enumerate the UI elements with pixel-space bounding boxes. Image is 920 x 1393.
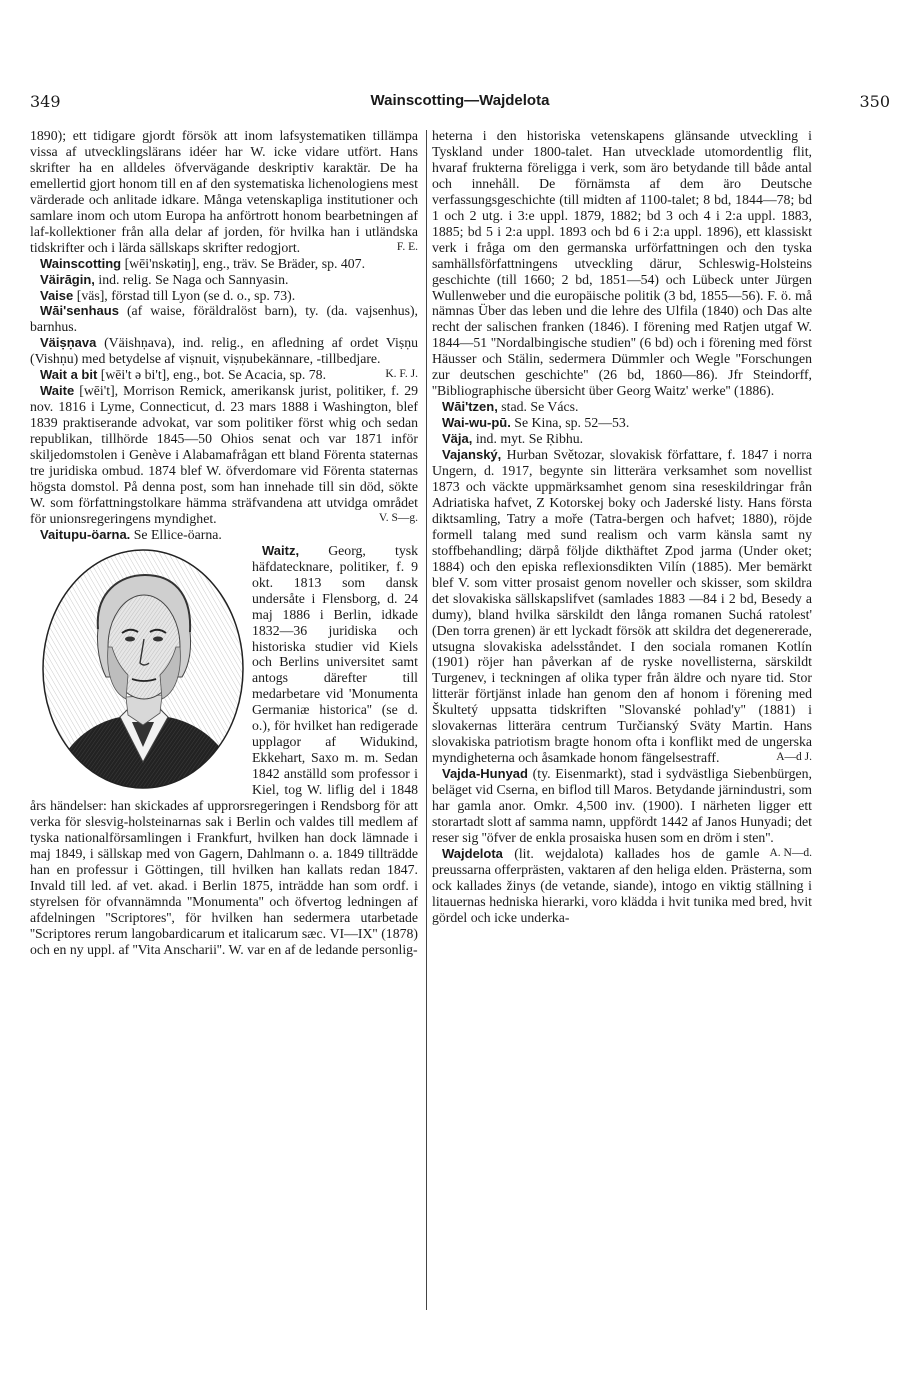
entry-vairagin: Väirāgin, ind. relig. Se Naga och Sannyasin. bbox=[40, 271, 289, 287]
headword: Vajda-Hunyad bbox=[442, 766, 528, 782]
entry-vajansky: Vajanský, Hurban Světozar, slovakisk författare, f. 1847 i norra Ungern, d. 1917, begynte sin litterära verksamhet som novellist 1873 och väckte uppmärksamhet genom sina reseskildringar från Adriatiska hafvet, Z Kotorskej boky och Jaderské listy. Hans första diktsamling, Tatry a moře (Tatra-bergen och hafvet; 1880), röjde formell talang med sund realism och varm känsla samt ny stoffbehandling; därpå följde dikthäftet Zpod jarma (Under oket; 1884) och den episka reflexionsdikten Vilín (1885). Mer bemärkt blef V. som vitter prosaist genom noveller och skisser, som skildra det slovakiska sällskapslifvet (samlades 1883 —84 i 2 bd, Besedy a dumy), bland hvilka särskildt den långa romanen Suchá ratolest' (Den torra grenen) är ett lyckadt försök att skildra det degenererade, utsugna slovakiska adelsståndet. I den sociala romanen Kotlín (1901) röjer han påverkan af de ryske novellisterna, särskildt Turgenev, i teckningen af olika typer från äldre och nyare tid. Stor litterär förtjänst inlade han genom den af honom i förening med Škultetý uppsatta tidskriften ''Slovanské pohlad'y'' (1881) i slovakernas litterära centrum Turčianský Sväty Martin. Hans slovakiska patriotism bragte honom ofta i konflikt med de ungerska myndigheterna och åsamkade honom fängelsestraff. A—d J. bbox=[432, 447, 812, 766]
entry-waitz-continued: heterna i den historiska vetenskapens glänsande utveckling i Tyskland under 1800-talet. Han utvecklade utomordentlig flit, hvaraf frukterna föreligga i verk, som äro betydande till både antal och innehåll. De förnämsta af dem äro Deutsche verfassungsgeschichte (till midten af 1100-talet; 8 bd, 1844—78; bd 1 och 2 utg. i 3:e uppl. 1879, 1882; bd 3 och 4 i 2:a uppl. 1883, 1885; bd 5 i 2:a uppl. 1893 och bd 6 i 2:a uppl. 1896), ett klassiskt verk i fråga om den germanska urförfattningen och den tyska samhällsförfattningens utveckling därur, Schleswig-Holsteins geschichte (till 1660; 2 bd, 1851—54) och Lübeck unter Jürgen Wullenweber und die europäische politik (3 bd, 1855—56). F. ö. må nämnas Über das leben und die lehre des Ulfila (1840) och Das alte recht der salischen franken (1846). I förening med Ratjen utgaf W. 1844—51 ''Nordalbingische studien'' (6 bd) och i förening med först Häusser och Stälin, sedermera Dümmler och Wegle ''Forschungen zur deutschen geschichte'' (26 bd, 1860—86). Jfr Steindorff, ''Bibliographische übersicht über Georg Waitz' werke'' (1886). bbox=[432, 128, 812, 399]
headword: Waite bbox=[40, 383, 75, 399]
entry-vaitupu: Vaitupu-öarna. Se Ellice-öarna. bbox=[40, 526, 222, 542]
entry-vajda-hunyad: Vajda-Hunyad (ty. Eisenmarkt), stad i sydvästliga Siebenbürgen, beläget vid Cserna, en biflod till Maros. Betydande järnindustri, som har gamla anor. Omkr. 4,500 inv. (1900). I närheten ligger ett storartadt slott af samma namn, uppfördt 1442 af Janos Hunyadi; det reser sig ''öfver de enkla prosaiska husen som en dröm i sten''. A. N—d. bbox=[432, 766, 812, 846]
entry-wainscotting: Wainscotting [wēi'nskətiŋ], eng., träv. Se Bräder, sp. 407. bbox=[40, 255, 366, 271]
author-signature: A—d J. bbox=[776, 751, 812, 764]
entry-continuation: 1890); ett tidigare gjordt försök att inom lafsystematiken tillämpa vissa af utvecklingslärans idéer har W. icke vidare utfört. Hans skrifter ha en alldeles öfvervägande deskriptiv karaktär. De ha emellertid gjort honom till en af den systematiska lichenologiens mest värderade och anlitade idkare. Många vetenskapliga institutioner och samlare inom och utom Europa ha anförtrott honom bearbetningen af laf-kollektioner från alla delar af jorden, för hvilka han i utländska tidskrifter och i lärda sällskaps skrifter redogjort. F. E. bbox=[30, 128, 418, 255]
portrait-figure bbox=[30, 547, 242, 795]
entry-vaja: Väja, ind. myt. Se Ṛibhu. bbox=[442, 431, 584, 447]
column-divider bbox=[426, 130, 427, 1310]
entry-vaisnava: Väiṣṇava (Väishṇava), ind. relig., en afledning af ordet Viṣṇu (Vishṇu) med betydelse af viṣnuit, viṣṇubekännare, -tillbedjare. K. F. J. bbox=[30, 335, 418, 367]
left-column bbox=[30, 128, 418, 958]
author-signature: V. S—g. bbox=[378, 511, 418, 524]
headword: Waitz, bbox=[262, 542, 300, 558]
entry-waite: Waite [wēi't], Morrison Remick, amerikansk jurist, politiker, f. 29 nov. 1816 i Lyme, Connecticut, d. 23 mars 1888 i Washington, blef 1839 praktiserande advokat, var som politiker först whig och sedan republikan, tillhörde 1845—50 Ohios senat och var 1871 inför skiljedomstolen i Genève i Alabamafrågan ett bland Förenta staternas tre juridiska ombud. 1874 blef W. öfverdomare vid Förenta staternas högsta domstol. På denna post, som han innehade till sin död, sökte W. som författningstolkare hämma sträfvandena att utvidga området för unionsregeringens myndighet. V. S—g. bbox=[30, 383, 418, 526]
entry-waitzen: Wāi'tzen, stad. Se Vács. bbox=[442, 399, 579, 415]
page-header bbox=[30, 92, 890, 116]
headword: Wait a bit bbox=[40, 367, 98, 383]
entry-vaise: Vaise [väs], förstad till Lyon (se d. o., sp. 73). bbox=[40, 287, 296, 303]
running-head: Wainscotting—Wajdelota bbox=[370, 92, 550, 109]
entry-wajdelota: Wajdelota (lit. wejdalota) kallades hos de gamle preussarna offerprästen, vaktaren af den heliga elden. Prästerna, som ock kallades žinys (de vetande, siande), intogo en viktig ställning i litauernas hedniska hierarki, voro klädda i hvit tunika med bred, hvit gördel och icke underka- bbox=[432, 845, 812, 925]
page-number-right: 350 bbox=[859, 92, 890, 111]
headword: Wainscotting bbox=[40, 255, 122, 271]
author-signature: A. N—d. bbox=[769, 846, 812, 859]
headword: Wāi'tzen, bbox=[442, 399, 498, 415]
entry-waisenhaus: Wāi'senhaus (af waise, föräldralöst barn), ty. (da. vajsenhus), barnhus. bbox=[30, 303, 418, 335]
entry-waitz: Waitz, Georg, tysk häfdatecknare, politiker, f. 9 okt. 1813 som dansk undersåte i Flensborg, d. 24 maj 1886 i Berlin, idkade 1832—36 juridiska och historiska studier vid Kiels och Berlins universitet samt antogs därefter till medarbetare vid 'Monumenta Germaniæ historica'' (se d. o.), för hvilket han redigerade upplagor af Widukind, Ekkehart, Saxo m. m. Sedan 1842 anställd som professor i Kiel, tog W. liflig del i 1848 års händelser: han skickades af upprorsregeringen i Rendsborg för att verka för slesvig-holsteinarnas sak i Berlin och valdes till medlem af tyska nationalförsamlingen i Frankfurt, hvilken han dock lämnade i maj 1849, i sällskap med von Gagern, Dahlmann o. a. 1849 tillträdde han en professur i Göttingen, till hvilken han kallats redan 1847. Invald till led. af vet. akad. i Berlin 1875, inträdde han som ordf. i styrelsen för ofvannämnda ''Monumenta'' och öfvertog ledningen af afdelningen ''Scriptores'', för hvilken han sedermera utarbetade ''Scriptores rerum langobardicarum et italicarum sæc. VI—IX'' (1878) och en ny uppl. af ''Vita Anscharii''. W. var en af de ledande personlig- bbox=[30, 542, 418, 957]
page-number-left: 349 bbox=[30, 92, 61, 111]
portrait-icon bbox=[40, 547, 246, 791]
headword: Wāi'senhaus bbox=[40, 303, 119, 319]
headword: Väja, bbox=[442, 431, 473, 447]
author-signature: K. F. J. bbox=[385, 368, 418, 381]
author-signature: F. E. bbox=[396, 240, 418, 253]
headword: Väirāgin, bbox=[40, 271, 95, 287]
right-column bbox=[432, 128, 812, 926]
headword: Wai-wu-pū. bbox=[442, 415, 511, 431]
headword: Vaitupu-öarna. bbox=[40, 526, 131, 542]
headword: Vajanský, bbox=[442, 447, 502, 463]
entry-wait-a-bit: Wait a bit [wēi't ə bi't], eng., bot. Se Acacia, sp. 78. bbox=[40, 367, 327, 383]
headword: Väiṣṇava bbox=[40, 335, 97, 351]
headword: Vaise bbox=[40, 287, 74, 303]
headword: Wajdelota bbox=[442, 845, 503, 861]
entry-wai-wu-pu: Wai-wu-pū. Se Kina, sp. 52—53. bbox=[442, 415, 630, 431]
